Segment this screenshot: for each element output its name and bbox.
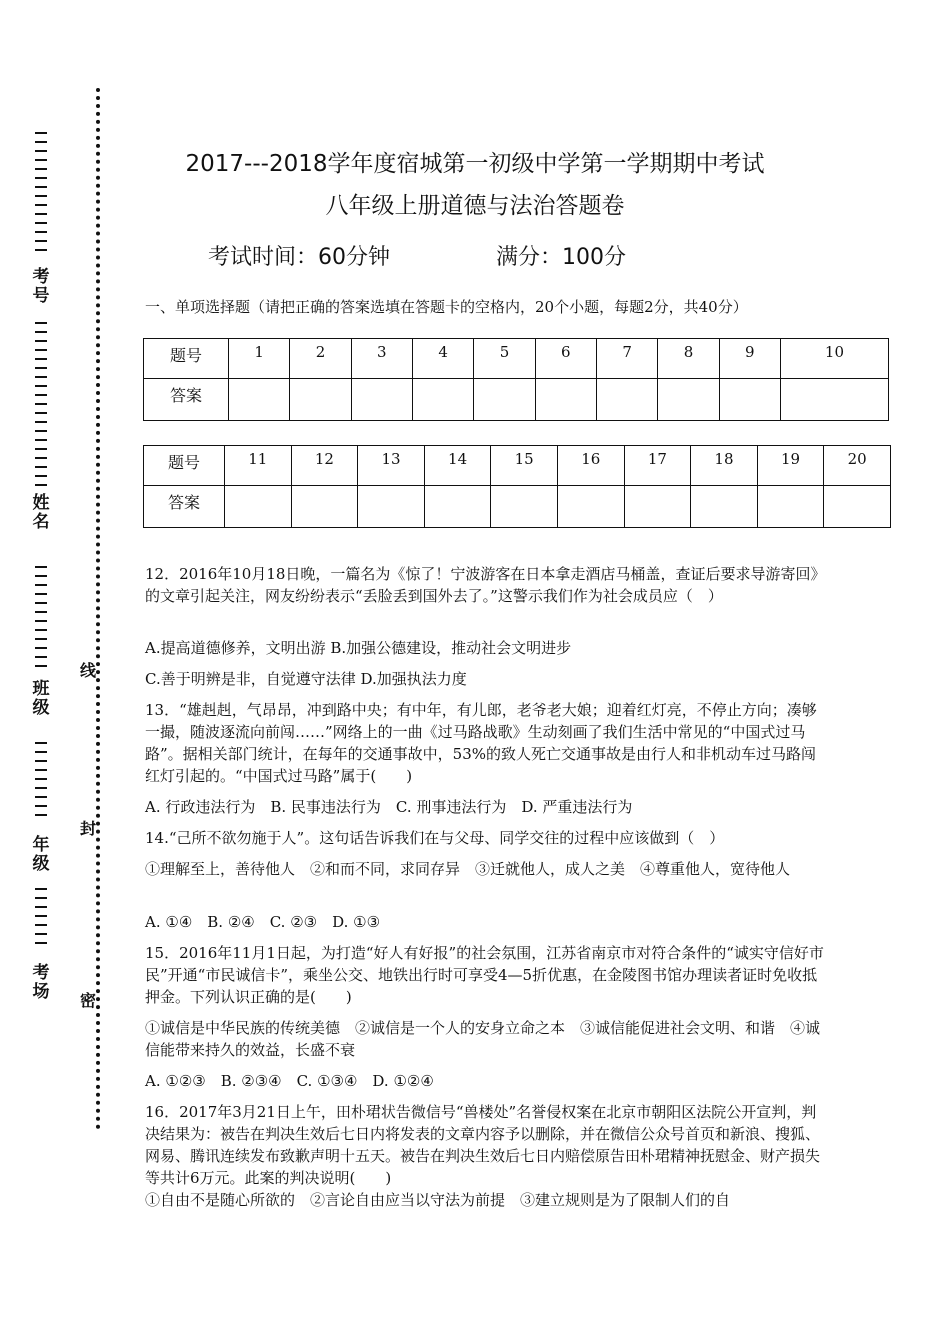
binding-dashes	[30, 566, 52, 674]
seal-seal-char: 封	[80, 819, 97, 838]
section-heading: 一、单项选择题（请把正确的答案选填在答题卡的空格内，20个小题，每题2分，共40分）	[145, 298, 748, 316]
question-14-stem: 14.“己所不欲勿施于人”。这句话告诉我们在与父母、同学交往的过程中应该做到（ ）	[145, 829, 725, 847]
answer-cell[interactable]	[412, 379, 473, 421]
binding-dashes	[30, 888, 52, 951]
question-12-stem: 12．2016年10月18日晚，一篇名为《惊了！宁波游客在日本拿走酒店马桶盖，查证后要求导游寄回》的文章引起关注，网友纷纷表示“丢脸丢到国外去了。”这警示我们作为社会成员应（ ）	[145, 565, 818, 605]
table-cell-num: 7	[596, 339, 657, 379]
question-14-options: A. ①④ B. ②④ C. ②③ D. ①③	[145, 913, 381, 931]
table-cell-num: 20	[824, 446, 891, 486]
answer-cell[interactable]	[225, 486, 292, 528]
answer-cell[interactable]	[229, 379, 290, 421]
table-cell-num: 15	[491, 446, 558, 486]
answer-cell[interactable]	[474, 379, 535, 421]
table-cell-num: 14	[424, 446, 491, 486]
row-label-num: 题号	[144, 446, 225, 486]
question-12-options-cd: C.善于明辨是非，自觉遵守法律 D.加强执法力度	[145, 670, 467, 688]
answer-cell[interactable]	[719, 379, 780, 421]
answer-cell[interactable]	[757, 486, 824, 528]
full-score: 满分：100分	[496, 245, 626, 270]
table-cell-num: 19	[757, 446, 824, 486]
class-label: 班级	[32, 679, 50, 718]
table-cell-num: 18	[691, 446, 758, 486]
table-cell-num: 10	[780, 339, 888, 379]
table-cell-num: 5	[474, 339, 535, 379]
answer-cell[interactable]	[291, 486, 358, 528]
question-12-options-ab: A.提高道德修养，文明出游 B.加强公德建设，推动社会文明进步	[145, 639, 572, 657]
table-cell-num: 3	[351, 339, 412, 379]
answer-table-1	[143, 338, 889, 421]
table-cell-num: 16	[557, 446, 624, 486]
name-label: 姓名	[32, 493, 50, 532]
table-cell-num: 13	[358, 446, 425, 486]
table-cell-num: 4	[412, 339, 473, 379]
question-14-items: ①理解至上，善待他人 ②和而不同，求同存异 ③迁就他人，成人之美 ④尊重他人，宽待他人	[145, 860, 791, 878]
table-cell-num: 6	[535, 339, 596, 379]
answer-cell[interactable]	[424, 486, 491, 528]
answer-cell[interactable]	[691, 486, 758, 528]
exam-room-label: 考场	[32, 963, 50, 1002]
answer-cell[interactable]	[624, 486, 691, 528]
table-cell-num: 1	[229, 339, 290, 379]
answer-cell[interactable]	[351, 379, 412, 421]
seal-line-char: 线	[80, 661, 97, 680]
table-cell-num: 17	[624, 446, 691, 486]
row-label-ans: 答案	[144, 486, 225, 528]
seal-dotted-line	[96, 88, 100, 1130]
table-cell-num: 11	[225, 446, 292, 486]
question-13-stem: 13．“雄赳赳，气昂昂，冲到路中央；有中年，有儿郎，老爷老大娘；迎着红灯亮，不停止方向；凑够一撮，随波逐流向前闯……”网络上的一曲《过马路战歌》生动刻画了我们生活中常见的“中国式过马路”。据相关部门统计，在每年的交通事故中，53%的致人死亡交通事故是由行人和非机动车过马路闯红灯引起的。“中国式过马路”属于( )	[145, 701, 817, 785]
question-16-items: ①自由不是随心所欲的 ②言论自由应当以守法为前提 ③建立规则是为了限制人们的自	[145, 1191, 731, 1209]
question-16-stem: 16．2017年3月21日上午，田朴珺状告微信号“兽楼处”名誉侵权案在北京市朝阳区法院公开宣判，判决结果为：被告在判决生效后七日内将发表的文章内容予以删除，并在微信公众号首页和新浪、搜狐、网易、腾讯连续发布致歉声明十五天。被告在判决生效后七日内赔偿原告田朴珺精神抚慰金、财产损失等共计6万元。此案的判决说明( )	[145, 1103, 821, 1187]
question-15-items: ①诚信是中华民族的传统美德 ②诚信是一个人的安身立命之本 ③诚信能促进社会文明、和谐 ④诚信能带来持久的效益，长盛不衰	[145, 1019, 821, 1059]
table-cell-num: 9	[719, 339, 780, 379]
answer-cell[interactable]	[535, 379, 596, 421]
row-label-ans: 答案	[144, 379, 229, 421]
table-cell-num: 12	[291, 446, 358, 486]
answer-cell[interactable]	[358, 486, 425, 528]
answer-cell[interactable]	[780, 379, 888, 421]
answer-cell[interactable]	[290, 379, 351, 421]
question-15-options: A. ①②③ B. ②③④ C. ①③④ D. ①②④	[145, 1072, 434, 1090]
row-label-num: 题号	[144, 339, 229, 379]
binding-dashes	[30, 322, 52, 493]
table-cell-num: 8	[658, 339, 719, 379]
question-15-stem: 15．2016年11月1日起，为打造“好人有好报”的社会氛围，江苏省南京市对符合条件的“诚实守信好市民”开通“市民诚信卡”，乘坐公交、地铁出行时可享受4—5折优惠，在金陵图书馆办理读者证时免收抵押金。下列认识正确的是( )	[145, 944, 824, 1006]
answer-cell[interactable]	[557, 486, 624, 528]
answer-cell[interactable]	[658, 379, 719, 421]
question-13-options: A. 行政违法行为 B. 民事违法行为 C. 刑事违法行为 D. 严重违法行为	[145, 798, 633, 816]
exam-subtitle: 八年级上册道德与法治答题卷	[325, 193, 625, 219]
answer-table-2	[143, 445, 891, 528]
seal-secret-char: 密	[80, 991, 97, 1010]
answer-cell[interactable]	[596, 379, 657, 421]
answer-cell[interactable]	[491, 486, 558, 528]
exam-number-label: 考号	[32, 267, 50, 306]
binding-dashes	[30, 742, 52, 823]
exam-time: 考试时间：60分钟	[208, 245, 390, 270]
table-cell-num: 2	[290, 339, 351, 379]
answer-cell[interactable]	[824, 486, 891, 528]
grade-label: 年级	[32, 835, 50, 874]
exam-title: 2017---2018学年度宿城第一初级中学第一学期期中考试	[185, 151, 765, 177]
